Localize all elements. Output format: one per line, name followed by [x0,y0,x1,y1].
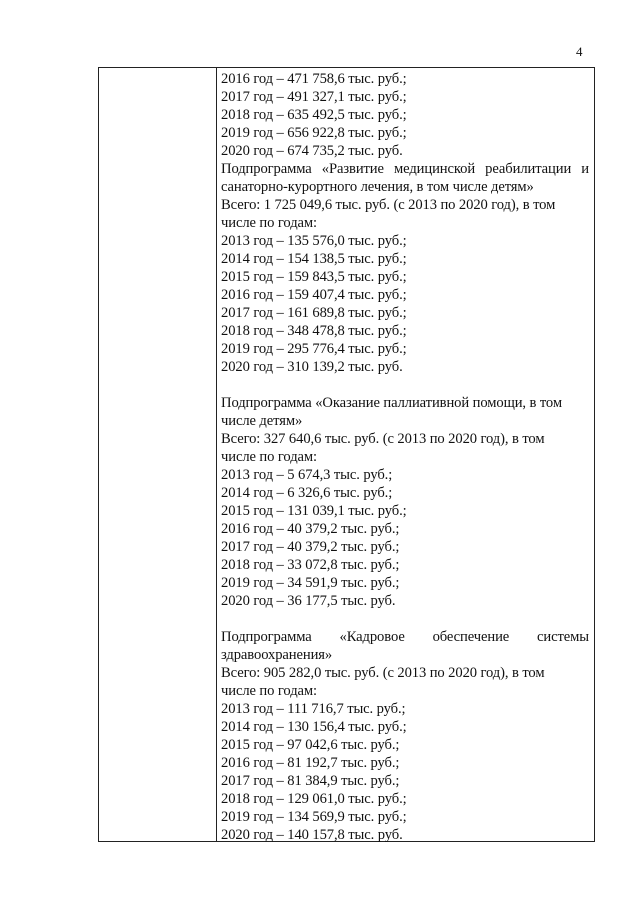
text-line: 2017 год – 81 384,9 тыс. руб.; [221,773,400,789]
text-line: 2015 год – 159 843,5 тыс. руб.; [221,269,407,285]
text-line: 2018 год – 348 478,8 тыс. руб.; [221,323,407,339]
text-line: 2018 год – 635 492,5 тыс. руб.; [221,107,407,123]
text-line: 2019 год – 34 591,9 тыс. руб.; [221,575,400,591]
text-line: Всего: 905 282,0 тыс. руб. (с 2013 по 2020 год), в том [221,665,545,681]
text-line: 2019 год – 295 776,4 тыс. руб.; [221,341,407,357]
text-line: 2014 год – 130 156,4 тыс. руб.; [221,719,407,735]
text-line: 2020 год – 140 157,8 тыс. руб. [221,827,403,843]
text-line: числе по годам: [221,215,317,231]
text-line: 2020 год – 36 177,5 тыс. руб. [221,593,396,609]
text-line: Всего: 327 640,6 тыс. руб. (с 2013 по 2020 год), в том [221,431,545,447]
column-divider [216,68,217,841]
text-line: Подпрограмма «Оказание паллиативной помощи, в том [221,395,562,411]
text-line: 2019 год – 656 922,8 тыс. руб.; [221,125,407,141]
page-number: 4 [576,44,583,59]
funding-text-cell [221,70,589,844]
text-line: 2020 год – 310 139,2 тыс. руб. [221,359,403,375]
text-line: 2017 год – 40 379,2 тыс. руб.; [221,539,400,555]
text-line: Подпрограмма «Развитие медицинской реабилитации и [221,161,589,177]
blank-line [221,376,589,394]
text-line: 2016 год – 471 758,6 тыс. руб.; [221,71,407,87]
text-line: Подпрограмма «Кадровое обеспечение системы [221,629,589,645]
text-line: 2018 год – 129 061,0 тыс. руб.; [221,791,407,807]
text-line: 2014 год – 154 138,5 тыс. руб.; [221,251,407,267]
document-table [98,67,595,842]
text-line: 2015 год – 97 042,6 тыс. руб.; [221,737,400,753]
text-line: здравоохранения» [221,647,333,663]
text-line: 2017 год – 161 689,8 тыс. руб.; [221,305,407,321]
text-line: числе детям» [221,413,303,429]
text-line: санаторно-курортного лечения, в том числе детям» [221,179,534,195]
text-line: 2016 год – 81 192,7 тыс. руб.; [221,755,400,771]
text-line: числе по годам: [221,449,317,465]
text-line: 2016 год – 159 407,4 тыс. руб.; [221,287,407,303]
text-line: числе по годам: [221,683,317,699]
text-line: 2020 год – 674 735,2 тыс. руб. [221,143,403,159]
text-line: 2014 год – 6 326,6 тыс. руб.; [221,485,393,501]
text-line: 2013 год – 5 674,3 тыс. руб.; [221,467,393,483]
text-line: 2017 год – 491 327,1 тыс. руб.; [221,89,407,105]
text-line: 2016 год – 40 379,2 тыс. руб.; [221,521,400,537]
text-line: 2013 год – 135 576,0 тыс. руб.; [221,233,407,249]
text-line: 2013 год – 111 716,7 тыс. руб.; [221,701,406,717]
blank-line [221,610,589,628]
text-line: 2015 год – 131 039,1 тыс. руб.; [221,503,407,519]
text-line: 2019 год – 134 569,9 тыс. руб.; [221,809,407,825]
text-line: Всего: 1 725 049,6 тыс. руб. (с 2013 по 2020 год), в том [221,197,556,213]
text-line: 2018 год – 33 072,8 тыс. руб.; [221,557,400,573]
